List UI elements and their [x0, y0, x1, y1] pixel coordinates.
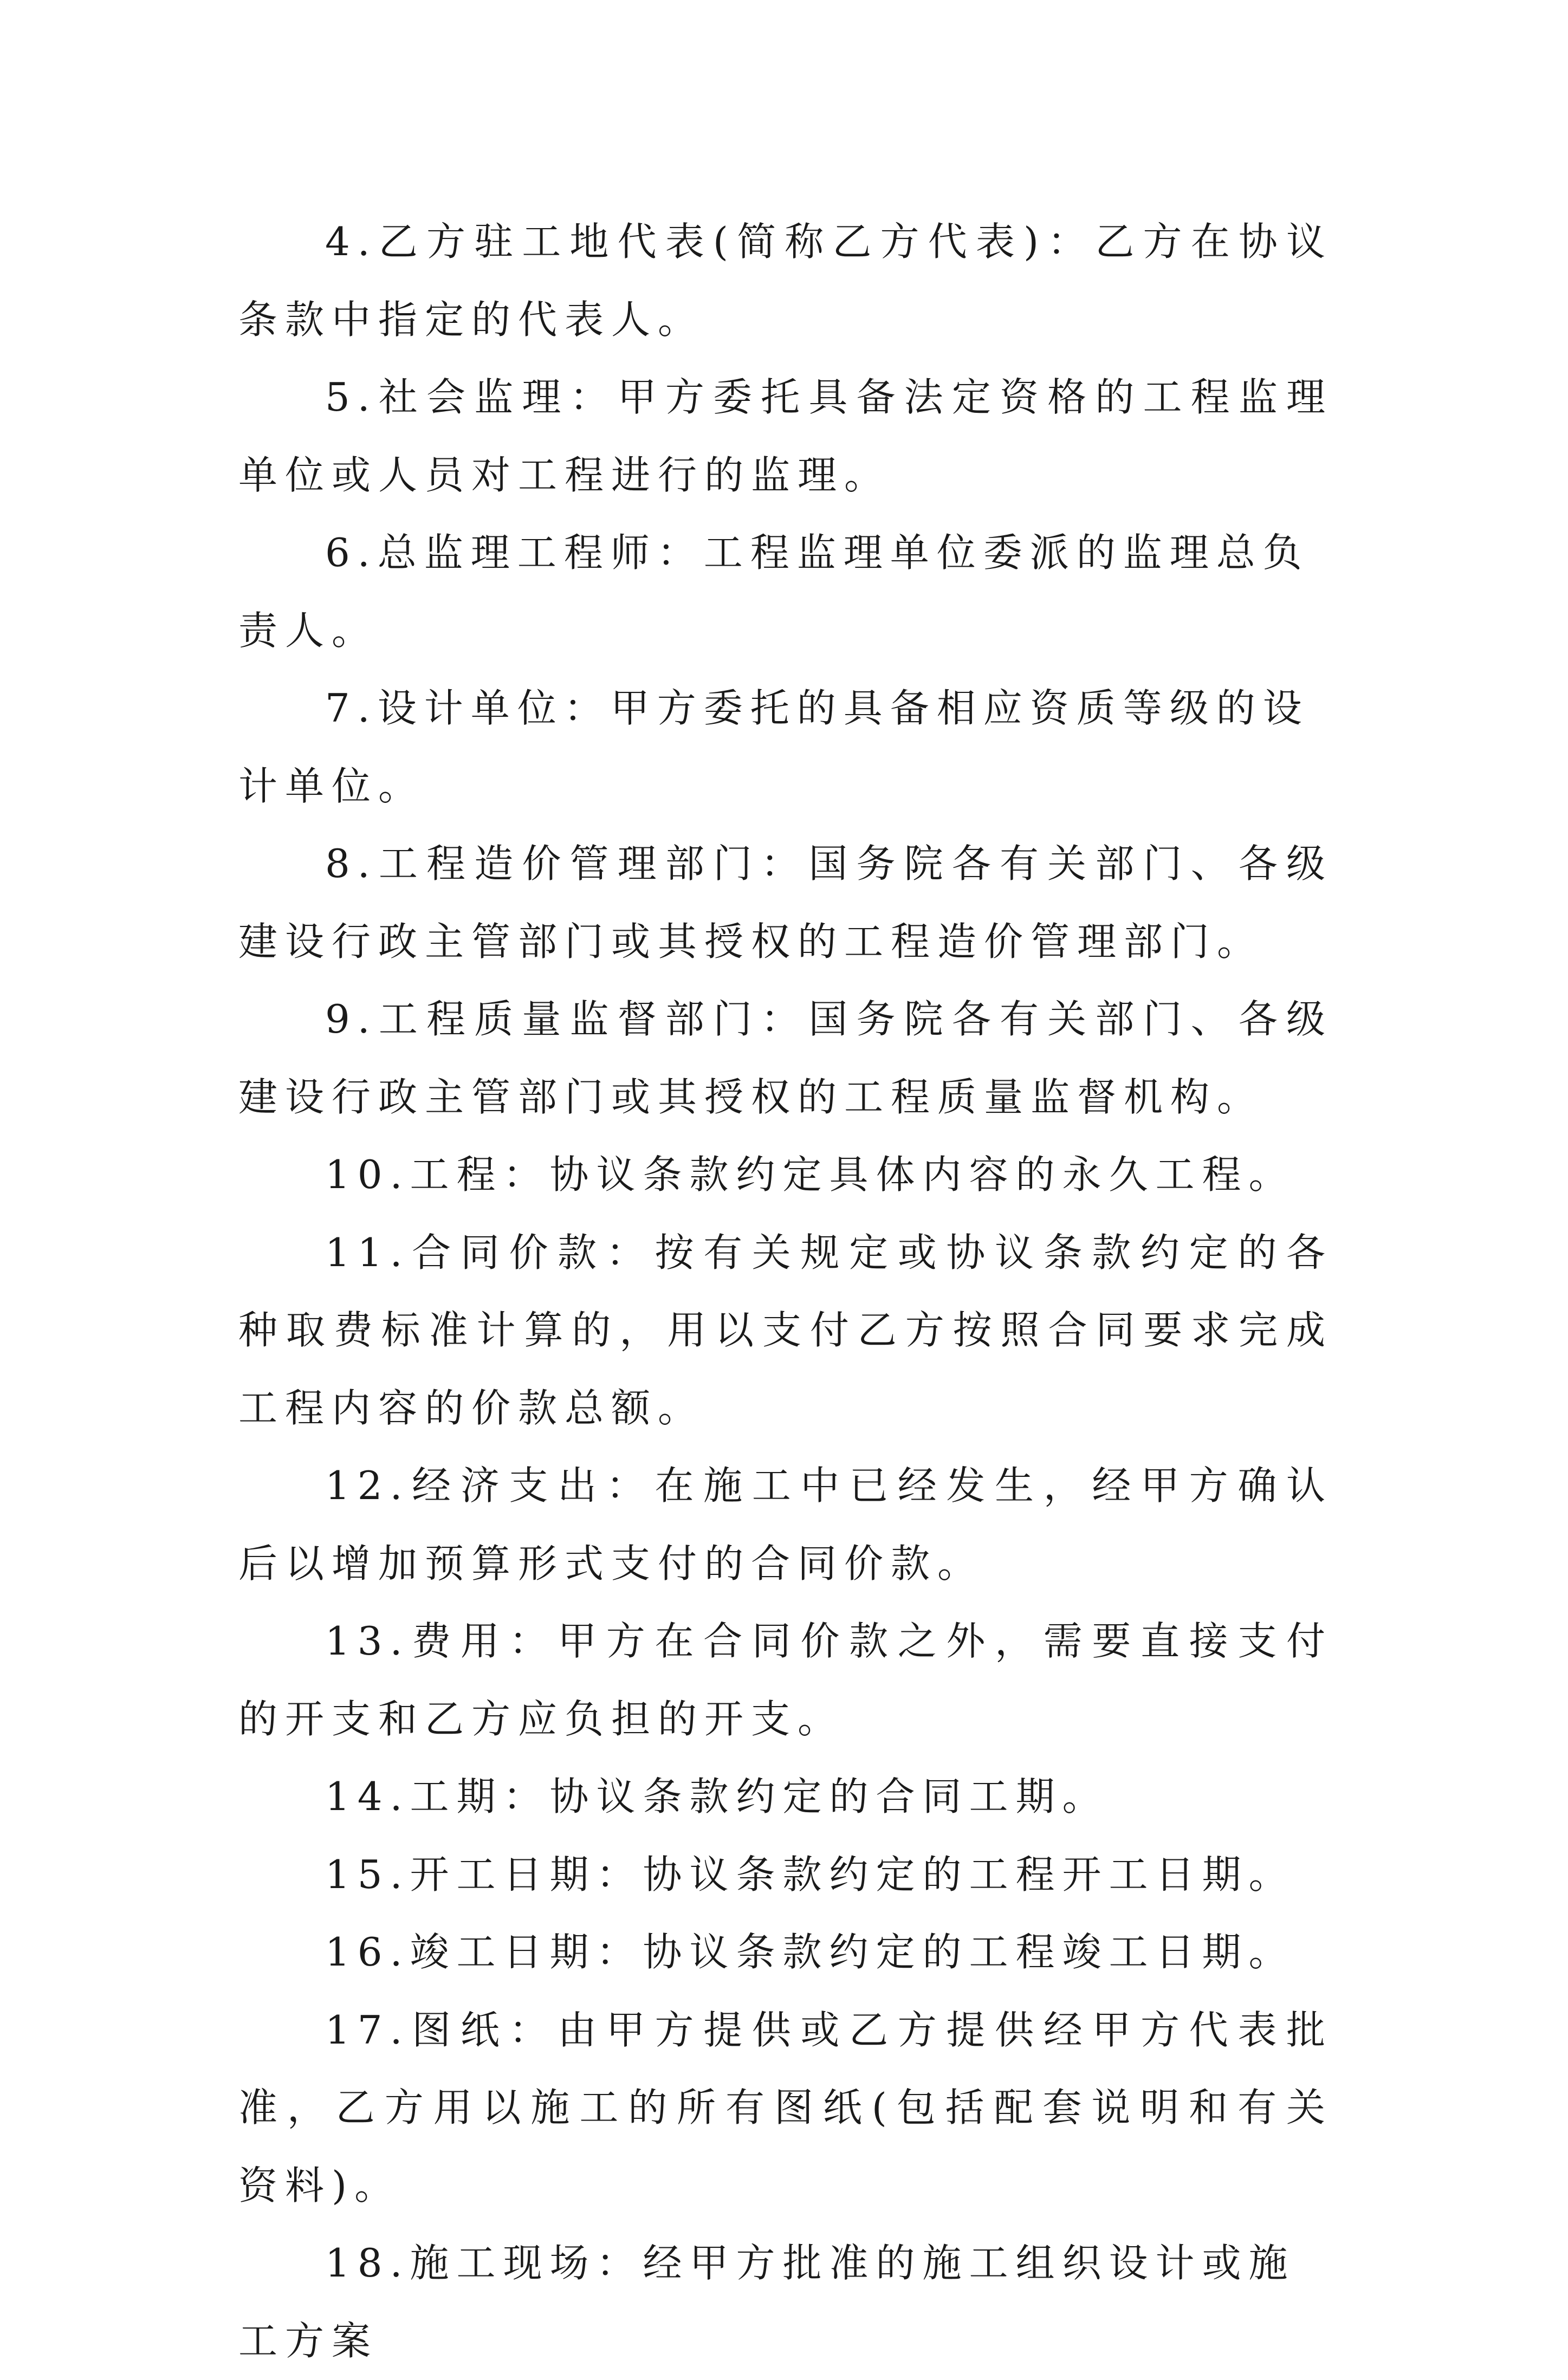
clause-6: 6.总监理工程师：工程监理单位委派的监理总负责人。	[238, 530, 1310, 653]
clause-13: 13.费用：甲方在合同价款之外，需要直接支付的开支和乙方应负担的开支。	[238, 1618, 1333, 1742]
clause-15: 15.开工日期：协议条款约定的工程开工日期。	[325, 1851, 1295, 1897]
clause-18: 18.施工现场：经甲方批准的施工组织设计或施工方案	[238, 2240, 1295, 2364]
clause-14: 14.工期：协议条款约定的合同工期。	[325, 1774, 1109, 1819]
clause-9: 9.工程质量监督部门：国务院各有关部门、各级建设行政主管部门或其授权的工程质量监督机构。	[238, 996, 1333, 1120]
clause-5: 5.社会监理：甲方委托具备法定资格的工程监理单位或人员对工程进行的监理。	[238, 374, 1333, 498]
clause-16: 16.竣工日期：协议条款约定的工程竣工日期。	[325, 1929, 1295, 1975]
clause-11: 11.合同价款：按有关规定或协议条款约定的各种取费标准计算的，用以支付乙方按照合同要求完成工程内容的价款总额。	[238, 1229, 1333, 1431]
clause-12: 12.经济支出：在施工中已经发生，经甲方确认后以增加预算形式支付的合同价款。	[238, 1463, 1333, 1586]
clause-10: 10.工程：协议条款约定具体内容的永久工程。	[325, 1152, 1295, 1197]
clause-8: 8.工程造价管理部门：国务院各有关部门、各级建设行政主管部门或其授权的工程造价管理部门。	[238, 841, 1333, 964]
document-body	[238, 203, 1333, 2380]
clause-7: 7.设计单位：甲方委托的具备相应资质等级的设计单位。	[238, 685, 1310, 809]
clause-17: 17.图纸：由甲方提供或乙方提供经甲方代表批准，乙方用以施工的所有图纸(包括配套说明和有关资料)。	[238, 2007, 1333, 2208]
clause-4: 4.乙方驻工地代表(简称乙方代表)：乙方在协议条款中指定的代表人。	[238, 219, 1333, 342]
